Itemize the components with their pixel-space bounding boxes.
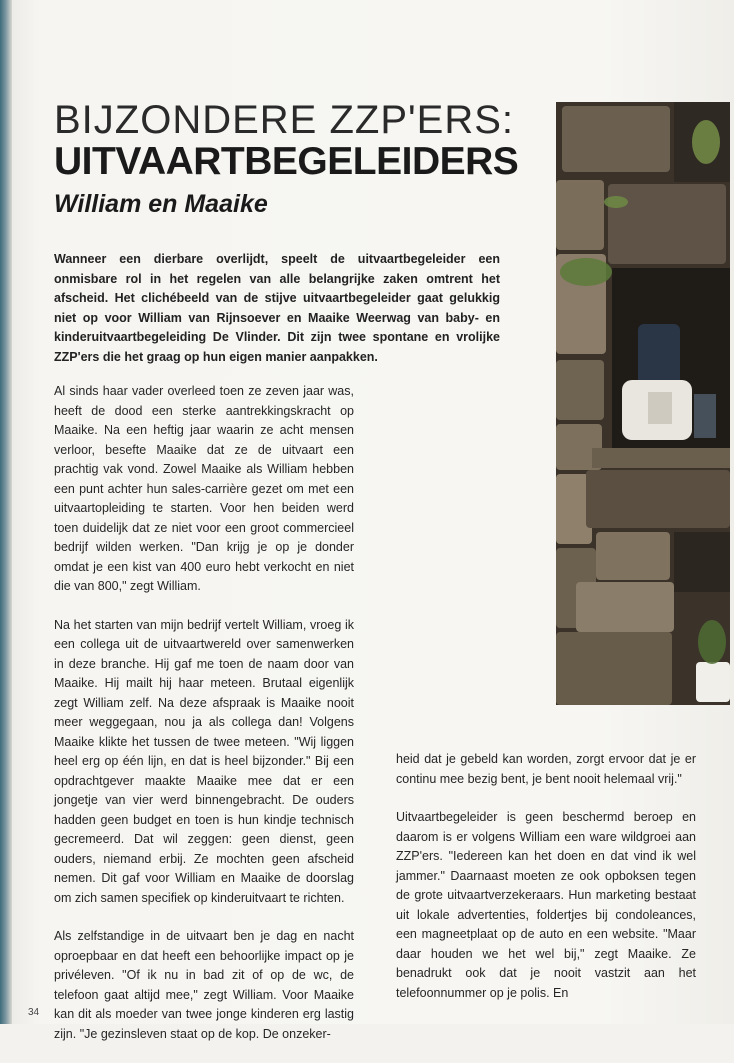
title-line-1: BIJZONDERE ZZP'ERS: — [54, 98, 515, 142]
intro-paragraph: Wanneer een dierbare overlijdt, speelt de uitvaartbegeleider een onmisbare rol in het regelen van alle belangrijke zaken omtrent het afscheid. Het clichébeeld van de stijve uitvaartbegeleider gaat gelukkig niet op voor William van Rijnsoever en Maaike Weerwag van baby- en kinderuitvaartbegeleiding De Vlinder. Dit zijn twee spontane en vrolijke ZZP'ers die het graag op hun eigen manier aanpakken. — [54, 252, 500, 364]
paragraph: heid dat je gebeld kan worden, zorgt ervoor dat je er continu mee bezig bent, je bent nooit helemaal vrij." — [396, 752, 696, 786]
stone-wall-photo — [556, 102, 730, 705]
subtitle: William en Maaike — [54, 190, 268, 218]
page-spine — [0, 0, 12, 1024]
paragraph: Als zelfstandige in de uitvaart ben je dag en nacht oproepbaar en dat heeft een behoorlijke impact op je privéleven. "Of ik nu in bad zit of op de wc, de telefoon gaat altijd mee," zegt William. Voor Maaike kan dit als moeder van twee jonge kinderen erg lastig zijn. "Je gezinsleven staat op de kop. De onzeker- — [54, 929, 354, 1041]
left-column — [54, 382, 354, 1063]
paragraph: Na het starten van mijn bedrijf vertelt William, vroeg ik een collega uit de uitvaartwereld over samenwerken in deze branche. Hij gaf me toen de naam door van Maaike. Hij mailt hij haar meteen. Brutaal eigenlijk zegt William zelf. Na deze afspraak is Maaike nooit meer weggegaan, nou ja als collega dan! Volgens Maaike klikte het tussen de twee meteen. "Wij liggen heel erg op één lijn, en dat is heel bijzonder." Bij een opdrachtgever maakte Maaike mee dat er een jongetje van vier werd binnengebracht. De ouders hadden geen budget en toen is hun kindje technisch gecremeerd. Dat wil zeggen: geen dienst, geen ouders, niemand erbij. Ze mochten geen afscheid nemen. Dit gaf voor William en Maaike de doorslag om zich samen specifiek op kinderuitvaart te richten. — [54, 617, 354, 905]
paragraph: Uitvaartbegeleider is geen beschermd beroep en daarom is er volgens William een ware wildgroei aan ZZP'ers. "Iedereen kan het doen en dat vind ik wel jammer." Daarnaast moeten ze ook opboksen tegen de grote uitvaartverzekeraars. Hun marketing bestaat uit lokale advertenties, foldertjes bij condoleances, een magneetplaat op de auto en een website. "Maar daar houden we het wel bij," zegt Maaike. Ze benadrukt ook dat je nooit vastzit aan het telefoonnummer op je polis. En — [396, 810, 696, 1000]
page-number: 34 — [28, 1007, 40, 1018]
right-column — [396, 750, 696, 1022]
paragraph: Al sinds haar vader overleed toen ze zeven jaar was, heeft de dood een sterke aantrekkingskracht op Maaike. Na een heftig jaar waarin ze acht mensen verloor, besefte Maaike dat ze de uitvaart een prachtig vak vond. Zowel Maaike als William hebben een punt achter hun sales-carrière gezet om met een uitvaartopleiding te starten. Voor hen beiden werd toen duidelijk dat ze niet voor een groot commercieel bedrijf wilden werken. "Dan krijg je op je donder omdat je een kist van 400 euro hebt verkocht en niet die van 800," zegt William. — [54, 384, 354, 593]
title-line-2: UITVAARTBEGELEIDERS — [54, 140, 519, 183]
